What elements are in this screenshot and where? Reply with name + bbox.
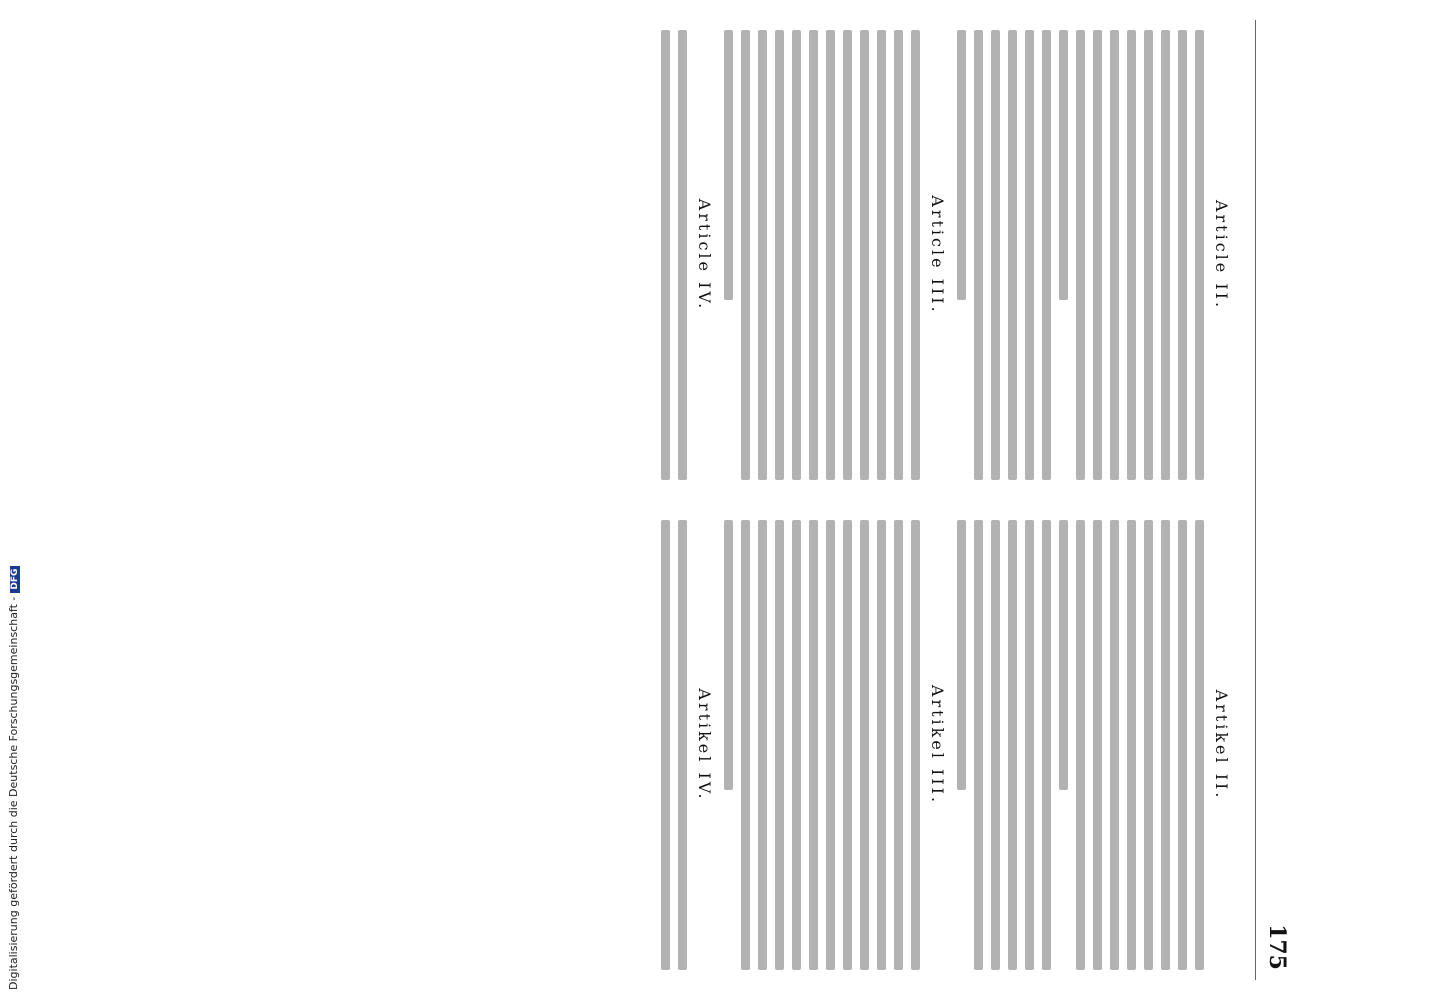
text-line [974, 520, 983, 970]
text-line [1059, 30, 1068, 300]
running-header [1255, 20, 1290, 980]
text-line [741, 520, 750, 970]
text-line [1127, 30, 1136, 480]
text-line [792, 520, 801, 970]
text-line [1025, 30, 1034, 480]
text-line [678, 30, 687, 480]
text-line [877, 30, 886, 480]
text-line [843, 30, 852, 480]
text-line [1008, 30, 1017, 480]
credit-text: Digitalisierung gefördert durch die Deutsche Forschungsgemeinschaft - [7, 596, 20, 990]
dfg-logo: DFG [10, 566, 20, 593]
text-line [1110, 520, 1119, 970]
text-line [758, 30, 767, 480]
text-line [1144, 520, 1153, 970]
text-line [809, 520, 818, 970]
rotated-sheet [150, 20, 1290, 980]
text-line [1008, 520, 1017, 970]
text-line [775, 30, 784, 480]
article-title: Artikel II. [1212, 689, 1231, 801]
text-line [1161, 30, 1170, 480]
text-line [843, 520, 852, 970]
article-title: Artikel IV. [695, 688, 714, 802]
text-line [1059, 520, 1068, 790]
text-line [894, 30, 903, 480]
text-line [775, 520, 784, 970]
text-line [1076, 520, 1085, 970]
text-line [792, 30, 801, 480]
text-line [894, 520, 903, 970]
text-line [1195, 520, 1204, 970]
text-line [724, 520, 733, 790]
text-line [1127, 520, 1136, 970]
text-line [1178, 30, 1187, 480]
text-line [826, 520, 835, 970]
text-line [911, 520, 920, 970]
text-line [1195, 30, 1204, 480]
text-line [1110, 30, 1119, 480]
page-number: 175 [1264, 924, 1290, 970]
text-line [758, 520, 767, 970]
text-line [1093, 520, 1102, 970]
french-column [653, 30, 1241, 480]
text-line [661, 30, 670, 480]
text-line [809, 30, 818, 480]
text-line [911, 30, 920, 480]
text-line [1076, 30, 1085, 480]
article-title: Article IV. [695, 198, 714, 312]
text-line [1093, 30, 1102, 480]
text-line [957, 30, 966, 300]
article-title: Article II. [1212, 199, 1231, 311]
digitization-credit [4, 10, 20, 990]
text-line [1178, 520, 1187, 970]
german-column [653, 520, 1241, 970]
text-line [957, 520, 966, 790]
text-line [1025, 520, 1034, 970]
text-line [741, 30, 750, 480]
text-line [974, 30, 983, 480]
text-line [1161, 520, 1170, 970]
article-title: Article III. [928, 195, 947, 315]
article-title: Artikel III. [928, 684, 947, 806]
text-line [860, 30, 869, 480]
text-line [1042, 30, 1051, 480]
text-line [678, 520, 687, 970]
text-line [1144, 30, 1153, 480]
text-line [826, 30, 835, 480]
text-line [991, 30, 1000, 480]
text-line [724, 30, 733, 300]
text-line [860, 520, 869, 970]
text-line [1042, 520, 1051, 970]
text-line [991, 520, 1000, 970]
text-line [661, 520, 670, 970]
text-line [877, 520, 886, 970]
